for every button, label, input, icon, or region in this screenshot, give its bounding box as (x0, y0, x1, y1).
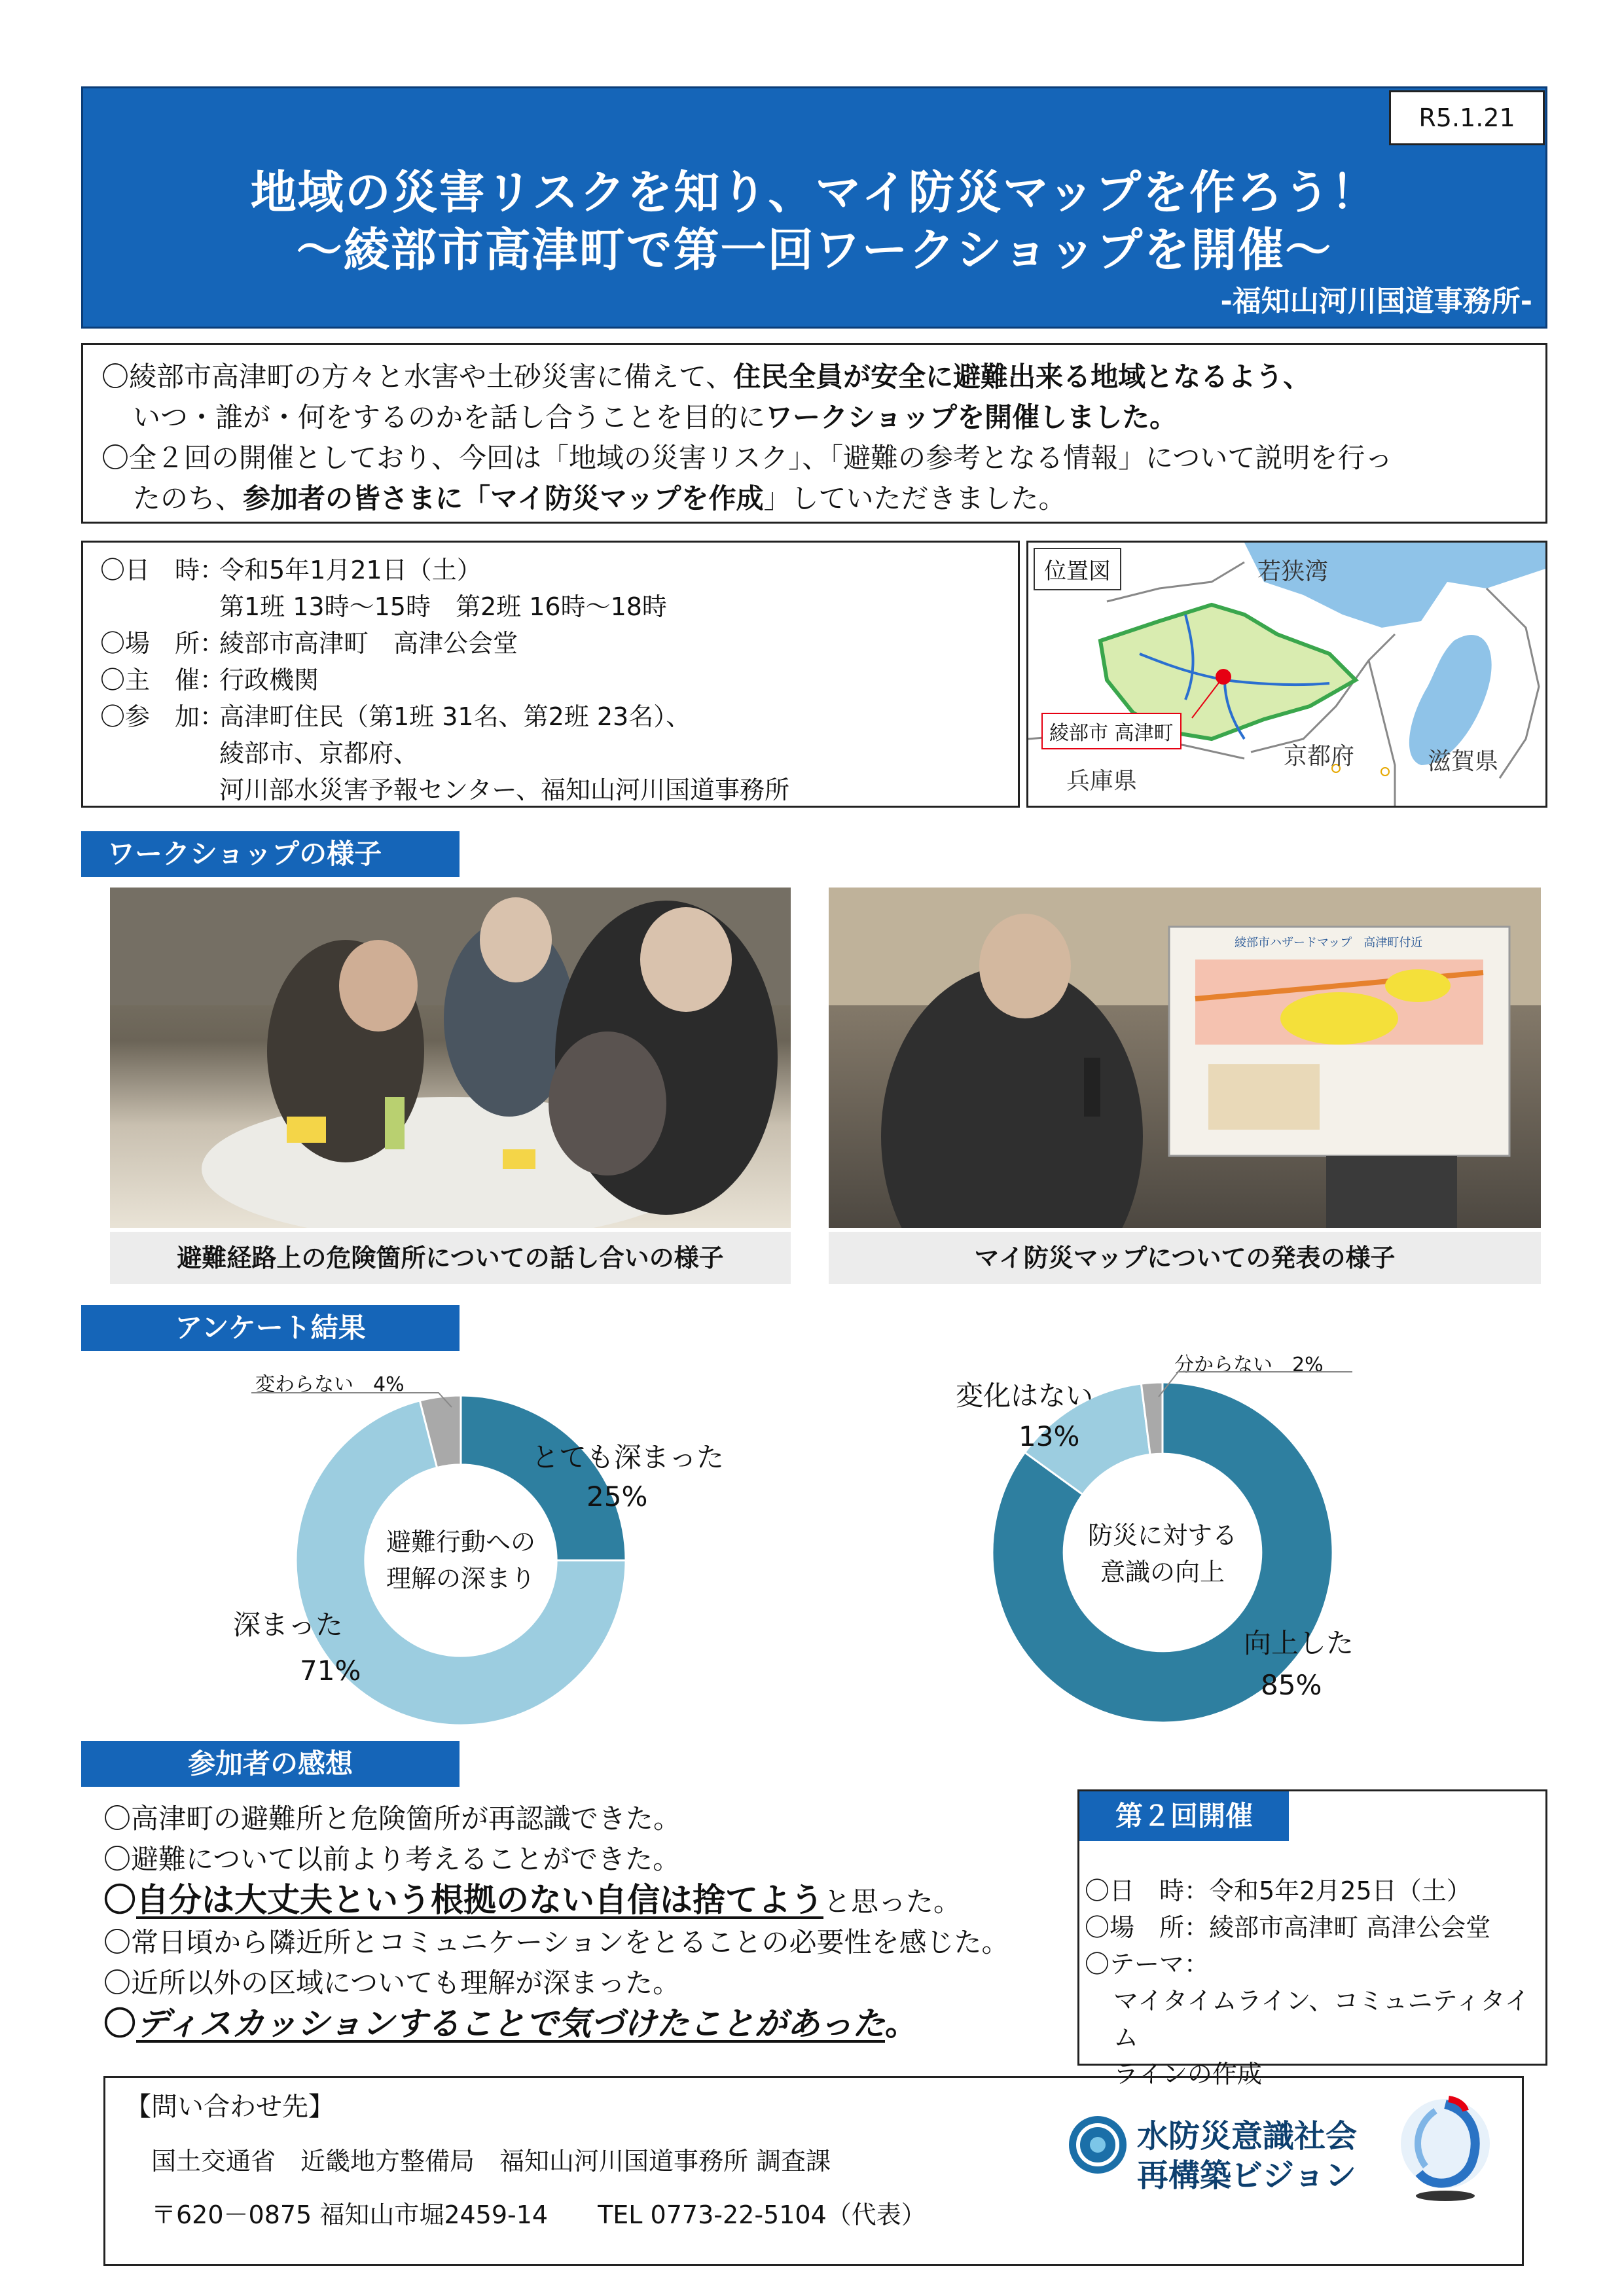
contact-title: 【問い合わせ先】 (125, 2092, 334, 2122)
impression-emphasis-text: 自分は大丈夫という根拠のない自信は捨てよう (136, 1881, 823, 1919)
photo-caption-discussion: 避難経路上の危険箇所についての話し合いの様子 (110, 1232, 791, 1284)
info-value: 綾部市、京都府、 (219, 739, 419, 768)
second-place: 〇場 所：綾部市高津町 高津公会堂 (1085, 1913, 1491, 1942)
info-value: 河川部水災害予報センター、福知山河川国道事務所 (219, 776, 789, 804)
section-heading-workshop: ワークショップの様子 (81, 831, 460, 877)
contact-address: 〒620－0875 福知山市堀2459-14 TEL 0773-22-5104（代表） (151, 2200, 926, 2229)
intro-paragraph-2 (101, 438, 1527, 478)
info-value: 行政機関 (219, 666, 319, 694)
chart1-center-label (363, 1524, 559, 1597)
intro-emphasis: 住民全員が安全に避難出来る地域となるよう、 (733, 361, 1311, 393)
impression-item: 〇避難について以前より考えることができた。 (103, 1843, 681, 1875)
info-date-row (100, 552, 1001, 588)
intro-paragraph-2-cont (101, 478, 1527, 519)
map-label-hyogo: 兵庫県 (1066, 768, 1138, 795)
info-label-spacer (100, 772, 219, 808)
info-value: 綾部市高津町 高津公会堂 (219, 629, 518, 658)
info-value: 第1班 13時～15時 第2班 16時～18時 (219, 592, 667, 621)
chart2-value-improved: 85% (1261, 1669, 1322, 1701)
photo-discussion (110, 888, 791, 1228)
vision-logo-text-2: 再構築ビジョン (1137, 2157, 1357, 2194)
chart1-center-line2: 理解の深まり (386, 1564, 535, 1593)
info-participants-row (100, 698, 1001, 735)
bullet: 〇 (103, 1881, 136, 1919)
photo-presentation-graphic (829, 888, 1541, 1228)
page-subtitle: ～綾部市高津町で第一回ワークショップを開催～ (296, 223, 1333, 277)
map-label-ayabe: 綾部市 高津町 (1041, 713, 1182, 749)
hazard-map-sign-title: 綾部市ハザードマップ 高津町付近 (1235, 936, 1423, 950)
photo-caption-presentation: マイ防災マップについての発表の様子 (829, 1232, 1541, 1284)
ministry-emblem-icon (1396, 2091, 1494, 2202)
impression-item-emphasis (103, 1880, 1072, 1922)
impression-item: 〇常日頃から隣近所とコミュニケーションをとることの必要性を感じた。 (103, 1926, 1009, 1958)
contact-office: 国土交通省 近畿地方整備局 福知山河川国道事務所 調査課 (151, 2147, 831, 2176)
impression-emphasis-text: ディスカッションすることで気づけたことがあった (136, 2005, 885, 2043)
info-value: 高津町住民（第1班 31名、第2班 23名）、 (219, 702, 691, 731)
impression-item: 〇近所以外の区域についても理解が深まった。 (103, 1967, 681, 1999)
impression-item: 〇高津町の避難所と危険箇所が再認識できた。 (103, 1803, 681, 1835)
chart2-label-nochange: 変化はない (956, 1380, 1094, 1412)
info-label: 〇場 所： (100, 629, 225, 658)
chart2-center-label (1064, 1517, 1261, 1590)
vision-logo-text-1: 水防災意識社会 (1137, 2118, 1358, 2155)
chart1-leader-line (249, 1390, 471, 1410)
info-label: 〇参 加： (100, 702, 225, 731)
chart1-value-very: 25% (586, 1480, 648, 1513)
impression-text: と思った。 (823, 1886, 962, 1918)
otsu-city-dot (1381, 768, 1389, 776)
second-session-details (1085, 1873, 1543, 2092)
second-theme-label: 〇テーマ： (1085, 1950, 1210, 1979)
impressions-list (103, 1799, 1072, 2046)
chart2-label-unknown: 分からない 2% (1174, 1354, 1324, 1376)
intro-emphasis: ワークショップを開催しました。 (765, 401, 1178, 433)
info-participants-row-2 (100, 735, 1001, 772)
info-label: 〇日 時： (100, 556, 225, 584)
chart2-center-line2: 意識の向上 (1100, 1558, 1225, 1587)
info-value: 令和5年1月21日（土） (219, 556, 482, 584)
impression-text: 。 (885, 2005, 918, 2043)
event-info-box (81, 541, 1020, 808)
intro-text: 」していただきました。 (763, 482, 1066, 514)
info-label-spacer (100, 588, 219, 625)
chart2-leader-line (1139, 1368, 1355, 1401)
map-label-shiga: 滋賀県 (1428, 748, 1499, 775)
page-title: 地域の災害リスクを知り、マイ防災マップを作ろう！ (250, 166, 1379, 219)
intro-text: 〇綾部市高津町の方々と水害や土砂災害に備えて、 (101, 361, 734, 393)
info-date-row-2 (100, 588, 1001, 625)
contact-box (103, 2076, 1524, 2266)
chart1-label-deepened: 深まった (233, 1609, 344, 1641)
second-theme-line1: マイタイムライン、コミュニティタイム (1113, 1986, 1530, 2052)
second-theme-line2: ラインの作成 (1113, 2060, 1262, 2089)
map-title: 位置図 (1034, 548, 1121, 590)
photo-discussion-graphic (110, 888, 791, 1228)
chart1-label-unchanged: 変わらない 4% (255, 1373, 405, 1396)
location-map (1026, 541, 1547, 808)
info-label: 〇主 催： (100, 666, 225, 694)
section-heading-survey: アンケート結果 (81, 1305, 460, 1351)
info-label-spacer (100, 735, 219, 772)
info-place-row (100, 625, 1001, 662)
impression-item-emphasis (103, 2003, 1072, 2046)
intro-text: いつ・誰が・何をするのかを話し合うことを目的に (133, 401, 766, 433)
intro-text: たのち、 (133, 482, 244, 514)
chart2-center-line1: 防災に対する (1087, 1521, 1237, 1550)
second-date: 〇日 時：令和5年2月25日（土） (1085, 1876, 1471, 1905)
vision-logo-icon (1065, 2112, 1130, 2178)
chart1-label-very: とても深まった (532, 1441, 725, 1473)
intro-emphasis: 参加者の皆さまに「マイ防災マップを作成 (243, 482, 764, 514)
photo-presentation (829, 888, 1541, 1228)
info-participants-row-3 (100, 772, 1001, 808)
info-host-row (100, 662, 1001, 698)
intro-paragraph-1-cont (101, 397, 1527, 438)
chart2-value-nochange: 13% (1019, 1420, 1080, 1452)
bullet: 〇 (103, 2005, 136, 2043)
intro-paragraph-1 (101, 357, 1527, 397)
map-label-wakasa: 若狭湾 (1257, 558, 1329, 585)
second-session-box (1077, 1789, 1547, 2089)
organization-name: -福知山河川国道事務所- (1220, 285, 1532, 318)
intro-text: 〇全２回の開催としており、今回は「地域の災害リスク」、「避難の参考となる情報」について説明を行っ (101, 442, 1393, 474)
map-label-kyoto: 京都府 (1284, 743, 1355, 770)
chart1-center-line1: 避難行動への (386, 1528, 535, 1556)
chart2-label-improved: 向上した (1244, 1627, 1354, 1659)
section-heading-second: 第２回開催 (1079, 1791, 1289, 1841)
section-heading-impressions: 参加者の感想 (81, 1741, 460, 1787)
chart1-value-deepened: 71% (300, 1655, 361, 1687)
intro-box (81, 343, 1547, 524)
date-badge: R5.1.21 (1389, 90, 1545, 145)
